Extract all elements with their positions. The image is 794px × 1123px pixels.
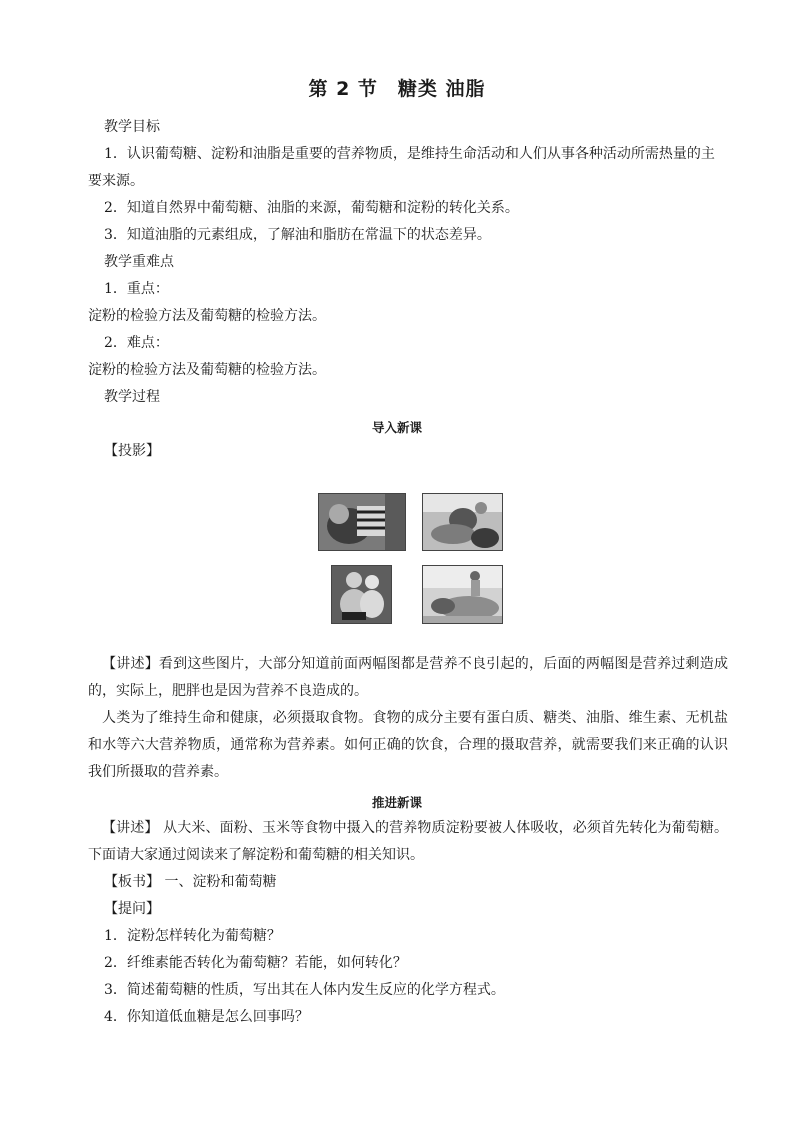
hard-point-text: 淀粉的检验方法及葡萄糖的检验方法。 <box>88 362 326 378</box>
key-point-label: 1．重点： <box>104 281 169 297</box>
nutrients-paragraph: 人类为了维持生命和健康，必须摄取食物。食物的成分主要有蛋白质、糖类、油脂、维生素、无机盐和水等六大营养物质，通常称为营养素。如何正确的饮食，合理的摄取营养，就需要我们来正确的认识我们所摄取的营养素。 <box>88 710 728 780</box>
section-title-intro: 导入新课 <box>371 420 422 435</box>
question-3: 3．简述葡萄糖的性质，写出其在人体内发生反应的化学方程式。 <box>104 982 505 998</box>
question-label: 【提问】 <box>104 901 160 917</box>
lecture-paragraph-2: 【讲述】 从大米、面粉、玉米等食物中摄入的营养物质淀粉要被人体吸收，必须首先转化为葡萄糖。下面请大家通过阅读来了解淀粉和葡萄糖的相关知识。 <box>88 820 728 863</box>
process-heading: 教学过程 <box>104 389 160 405</box>
goal-line-2: 2．知道自然界中葡萄糖、油脂的来源，葡萄糖和淀粉的转化关系。 <box>104 200 519 216</box>
obesity-photo-2 <box>422 565 503 624</box>
board-label: 【板书】 一、淀粉和葡萄糖 <box>104 874 277 890</box>
goal-line-1: 1．认识葡萄糖、淀粉和油脂是重要的营养物质，是维持生命活动和人们从事各种活动所需热量的主 <box>104 146 715 162</box>
goals-heading: 教学目标 <box>104 119 160 135</box>
malnutrition-photo-1 <box>318 493 406 551</box>
hard-point-label: 2．难点： <box>104 335 169 351</box>
projection-label: 【投影】 <box>104 443 160 459</box>
question-1: 1．淀粉怎样转化为葡萄糖？ <box>104 928 281 944</box>
difficulty-heading: 教学重难点 <box>104 254 174 270</box>
lecture-paragraph-1: 【讲述】看到这些图片，大部分知道前面两幅图都是营养不良引起的，后面的两幅图是营养过剩造成的，实际上，肥胖也是因为营养不良造成的。 <box>88 656 728 699</box>
key-point-text: 淀粉的检验方法及葡萄糖的检验方法。 <box>88 308 326 324</box>
obesity-photo-1 <box>331 565 392 624</box>
goal-line-3: 3．知道油脂的元素组成，了解油和脂肪在常温下的状态差异。 <box>104 227 491 243</box>
question-2: 2．纤维素能否转化为葡萄糖？若能，如何转化？ <box>104 955 407 971</box>
page-title: 第 2 节 糖类 油脂 <box>308 78 486 100</box>
goal-line-1-cont: 要来源。 <box>88 173 144 189</box>
question-4: 4．你知道低血糖是怎么回事吗？ <box>104 1009 309 1025</box>
section-title-advance: 推进新课 <box>371 795 422 810</box>
malnutrition-photo-2 <box>422 493 503 551</box>
